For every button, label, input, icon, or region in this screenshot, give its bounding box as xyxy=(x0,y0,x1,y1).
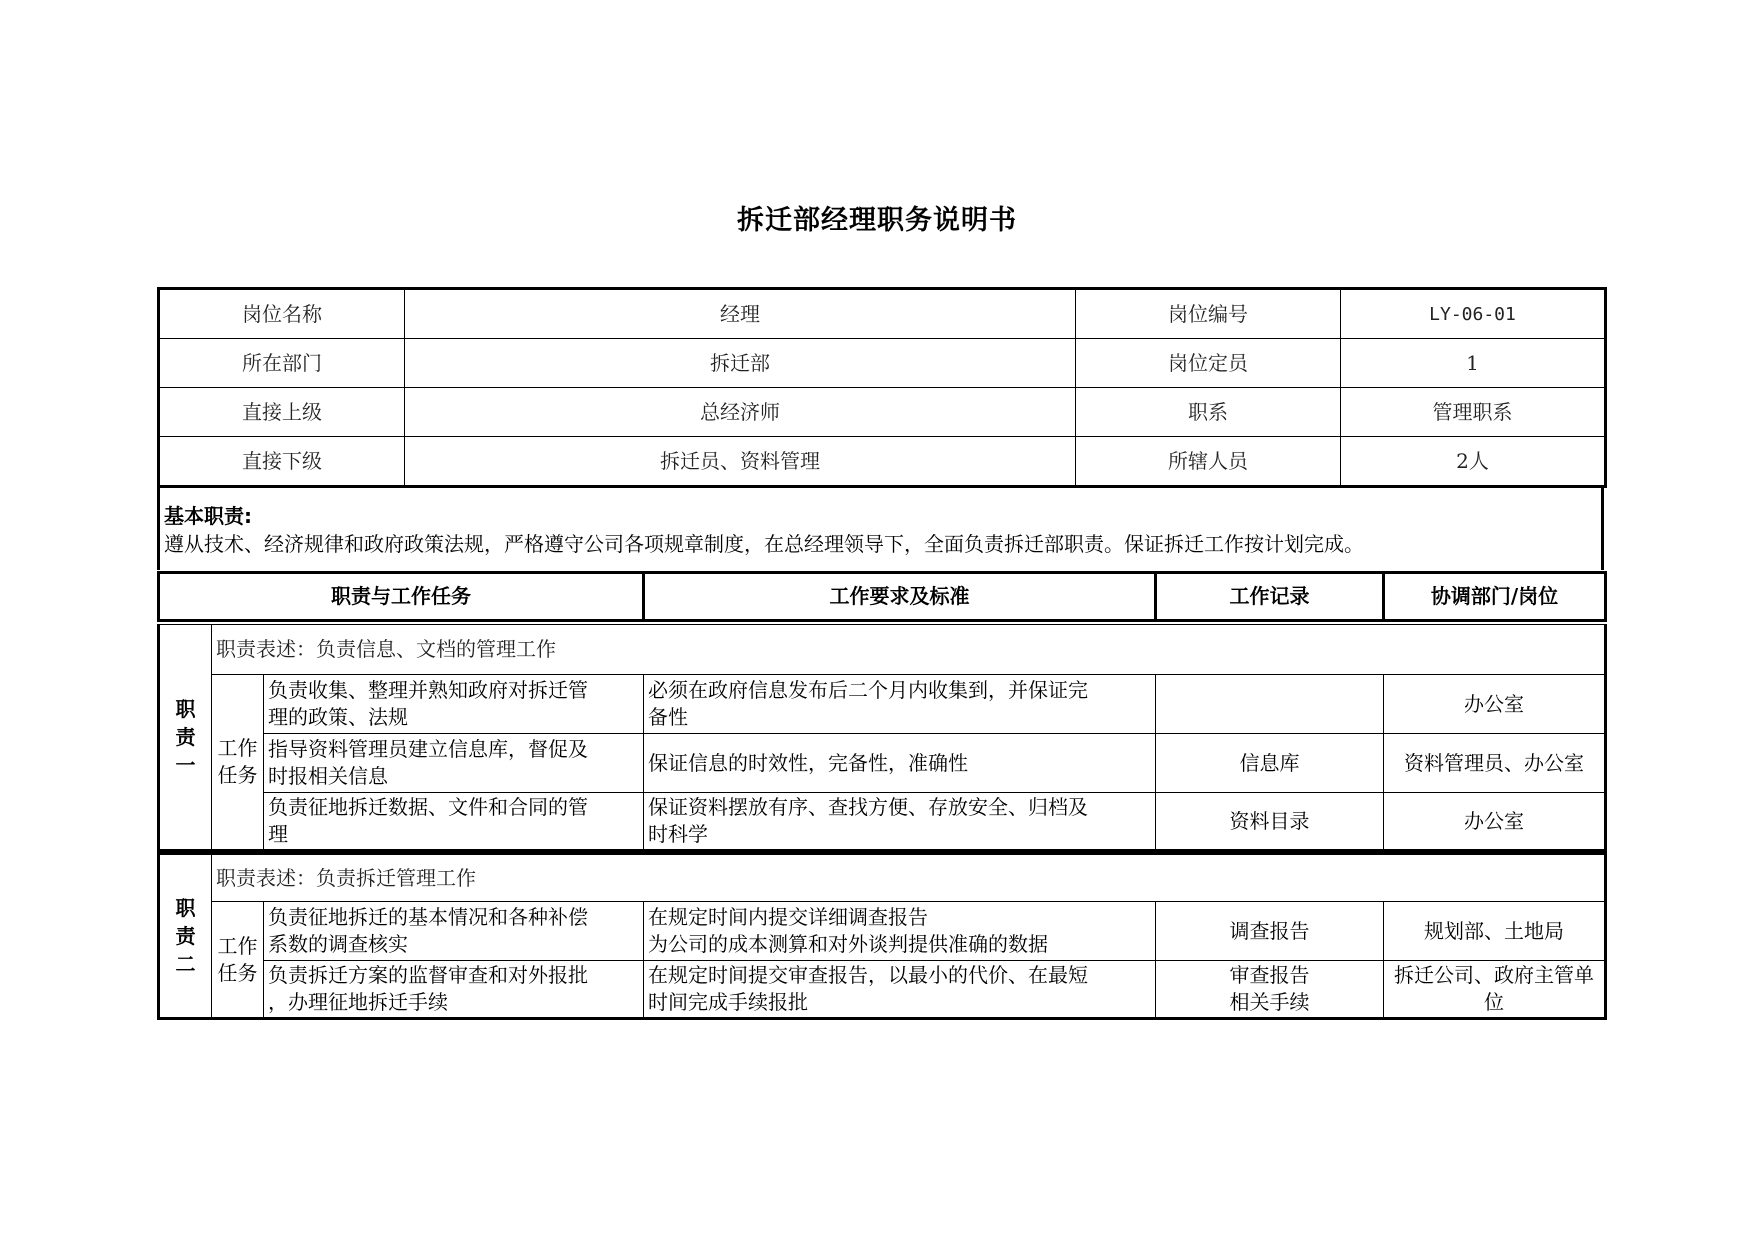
info-row xyxy=(159,339,1606,388)
record-cell: 调查报告 xyxy=(1156,902,1384,961)
info-row xyxy=(159,388,1606,437)
standard-cell: 在规定时间内提交详细调查报告 为公司的成本测算和对外谈判提供准确的数据 xyxy=(644,902,1156,961)
value-department: 拆迁部 xyxy=(405,339,1076,388)
standard-cell: 保证资料摆放有序、查找方便、存放安全、归档及 时科学 xyxy=(644,793,1156,851)
label-position-code: 岗位编号 xyxy=(1076,289,1341,339)
coord-cell: 拆迁公司、政府主管单 位 xyxy=(1384,961,1606,1019)
label-direct-subordinate: 直接下级 xyxy=(159,437,405,487)
record-cell: 资料目录 xyxy=(1156,793,1384,851)
position-info-table xyxy=(157,287,1607,488)
label-department: 所在部门 xyxy=(159,339,405,388)
info-row xyxy=(159,289,1606,339)
value-position-name: 经理 xyxy=(405,289,1076,339)
standard-cell: 保证信息的时效性，完备性，准确性 xyxy=(644,734,1156,793)
task-cell: 负责征地拆迁的基本情况和各种补偿 系数的调查核实 xyxy=(264,902,644,961)
value-position-code: LY-06-01 xyxy=(1341,289,1606,339)
duty-one-label: 职 责 一 xyxy=(159,625,212,851)
duty-one-task-label: 工作 任务 xyxy=(212,675,264,851)
task-cell: 指导资料管理员建立信息库，督促及 时报相关信息 xyxy=(264,734,644,793)
record-cell: 审查报告 相关手续 xyxy=(1156,961,1384,1019)
duty-two-task-label: 工作 任务 xyxy=(212,902,264,1019)
coord-cell: 规划部、土地局 xyxy=(1384,902,1606,961)
label-headcount: 岗位定员 xyxy=(1076,339,1341,388)
duty-two-label: 职 责 二 xyxy=(159,854,212,1019)
standard-cell: 必须在政府信息发布后二个月内收集到，并保证完 备性 xyxy=(644,675,1156,734)
duty-one-statement: 职责表述：负责信息、文档的管理工作 xyxy=(212,625,1606,675)
standard-cell: 在规定时间提交审查报告，以最小的代价、在最短 时间完成手续报批 xyxy=(644,961,1156,1019)
duty-one-table xyxy=(157,624,1607,852)
document-title: 拆迁部经理职务说明书 xyxy=(737,205,1017,236)
value-direct-superior: 总经济师 xyxy=(405,388,1076,437)
label-staff-count: 所辖人员 xyxy=(1076,437,1341,487)
task-cell: 负责拆迁方案的监督审查和对外报批 ，办理征地拆迁手续 xyxy=(264,961,644,1019)
label-direct-superior: 直接上级 xyxy=(159,388,405,437)
header-requirement: 工作要求及标准 xyxy=(644,573,1156,621)
header-work-record: 工作记录 xyxy=(1156,573,1384,621)
record-cell: 信息库 xyxy=(1156,734,1384,793)
coord-cell: 办公室 xyxy=(1384,793,1606,851)
coord-cell: 资料管理员、办公室 xyxy=(1384,734,1606,793)
value-direct-subordinate: 拆迁员、资料管理 xyxy=(405,437,1076,487)
value-headcount: 1 xyxy=(1341,339,1606,388)
basic-duties xyxy=(157,488,1604,570)
duty-two-table xyxy=(157,852,1607,1020)
task-cell: 负责收集、整理并熟知政府对拆迁管 理的政策、法规 xyxy=(264,675,644,734)
record-cell xyxy=(1156,675,1384,734)
value-job-family: 管理职系 xyxy=(1341,388,1606,437)
duty-header-table xyxy=(157,571,1607,622)
task-cell: 负责征地拆迁数据、文件和合同的管 理 xyxy=(264,793,644,851)
header-coordination: 协调部门/岗位 xyxy=(1384,573,1606,621)
label-job-family: 职系 xyxy=(1076,388,1341,437)
basic-duties-text: 遵从技术、经济规律和政府政策法规，严格遵守公司各项规章制度，在总经理领导下，全面负责拆迁部职责。保证拆迁工作按计划完成。 xyxy=(164,532,1364,556)
value-staff-count: 2人 xyxy=(1341,437,1606,487)
basic-duties-heading: 基本职责: xyxy=(164,504,252,528)
header-duty-task: 职责与工作任务 xyxy=(159,573,644,621)
info-row xyxy=(159,437,1606,487)
label-position-name: 岗位名称 xyxy=(159,289,405,339)
coord-cell: 办公室 xyxy=(1384,675,1606,734)
duty-two-statement: 职责表述：负责拆迁管理工作 xyxy=(212,854,1606,902)
